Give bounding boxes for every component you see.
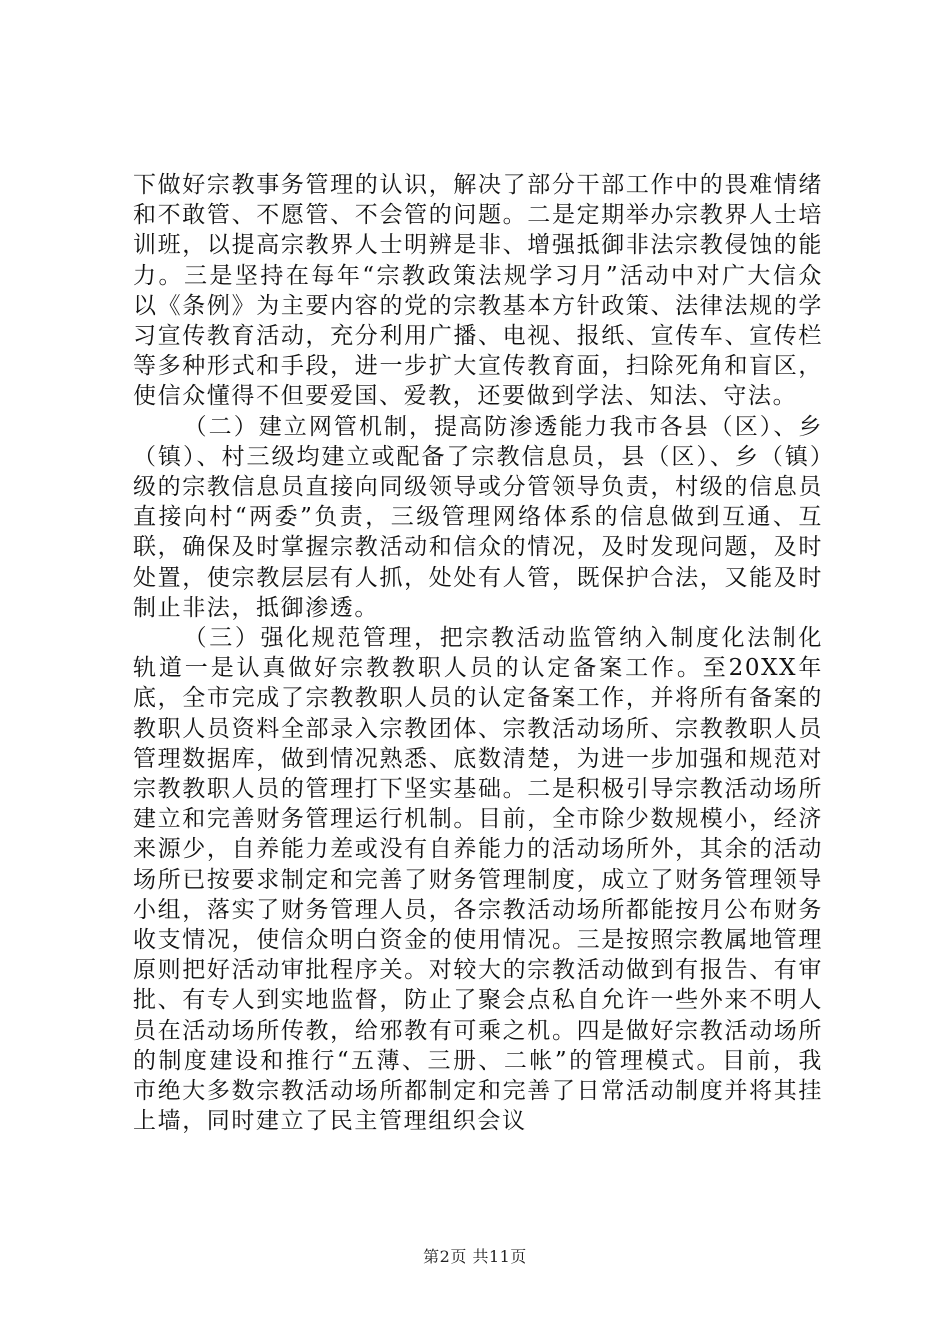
paragraph-section-2: （二）建立网管机制，提高防渗透能力我市各县（区）、乡（镇）、村三级均建立或配备了宗教信息员，县（区）、乡（镇）级的宗教信息员直接向同级领导或分管领导负责，村级的信息员直接向村“两委”负责，三级管理网络体系的信息做到互通、互联，确保及时掌握宗教活动和信众的情况，及时发现问题，及时处置，使宗教层层有人抓，处处有人管，既保护合法，又能及时制止非法，抵御渗透。 <box>133 413 823 621</box>
document-body <box>133 170 823 1137</box>
page-number-footer: 第2页 共11页 <box>423 1247 527 1266</box>
paragraph-continued: 下做好宗教事务管理的认识，解决了部分干部工作中的畏难情绪和不敢管、不愿管、不会管的问题。二是定期举办宗教界人士培训班，以提高宗教界人士明辨是非、增强抵御非法宗教侵蚀的能力。三是坚持在每年“宗教政策法规学习月”活动中对广大信众以《条例》为主要内容的党的宗教基本方针政策、法律法规的学习宣传教育活动，充分利用广播、电视、报纸、宣传车、宣传栏等多种形式和手段，进一步扩大宣传教育面，扫除死角和盲区，使信众懂得不但要爱国、爱教，还要做到学法、知法、守法。 <box>133 172 823 410</box>
paragraph-section-3: （三）强化规范管理，把宗教活动监管纳入制度化法制化轨道一是认真做好宗教教职人员的认定备案工作。至20XX年底，全市完成了宗教教职人员的认定备案工作，并将所有备案的教职人员资料全部录入宗教团体、宗教活动场所、宗教教职人员管理数据库，做到情况熟悉、底数清楚，为进一步加强和规范对宗教教职人员的管理打下坚实基础。二是积极引导宗教活动场所建立和完善财务管理运行机制。目前，全市除少数规模小，经济来源少，自养能力差或没有自养能力的活动场所外，其余的活动场所已按要求制定和完善了财务管理制度，成立了财务管理领导小组，落实了财务管理人员，各宗教活动场所都能按月公布财务收支情况，使信众明白资金的使用情况。三是按照宗教属地管理原则把好活动审批程序关。对较大的宗教活动做到有报告、有审批、有专人到实地监督，防止了聚会点私自允许一些外来不明人员在活动场所传教，给邪教有可乘之机。四是做好宗教活动场所的制度建设和推行“五薄、三册、二帐”的管理模式。目前，我市绝大多数宗教活动场所都制定和完善了日常活动制度并将其挂上墙，同时建立了民主管理组织会议 <box>133 625 823 1135</box>
